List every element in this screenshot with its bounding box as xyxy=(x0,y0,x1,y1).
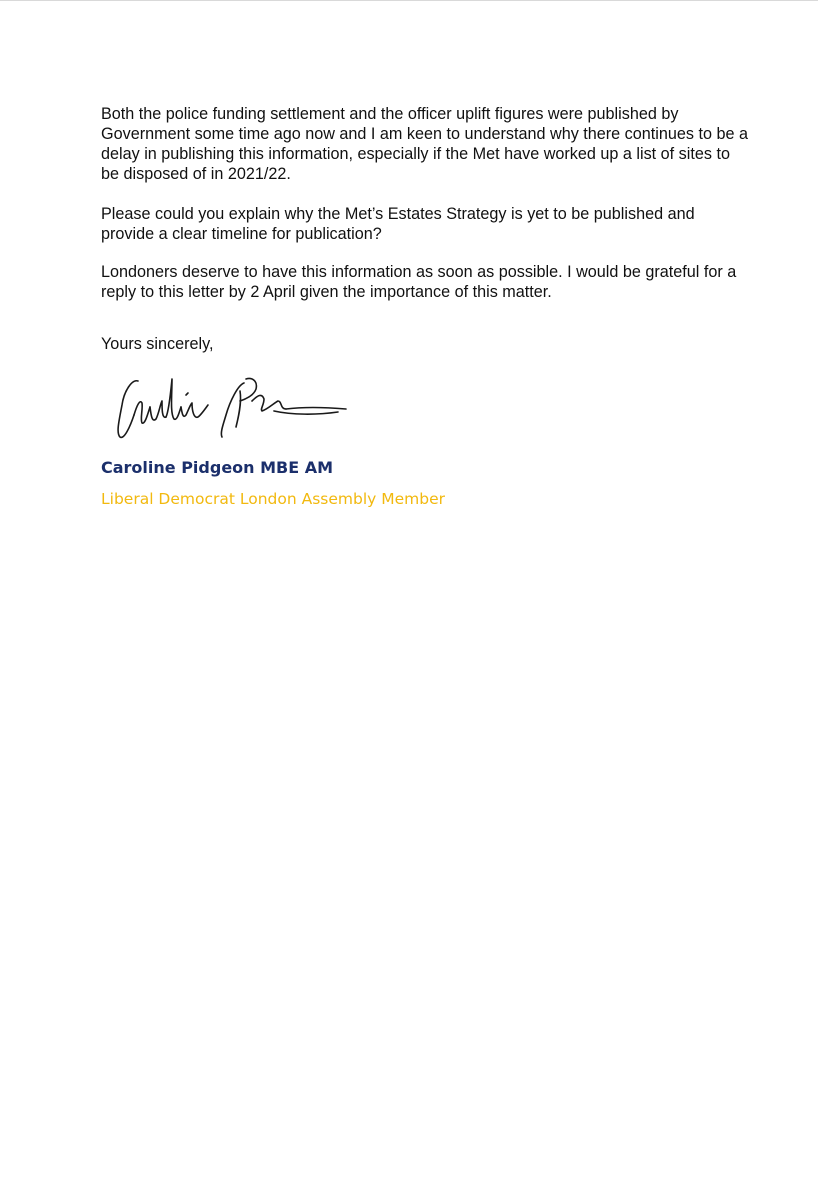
handwritten-signature xyxy=(112,365,352,445)
paragraph-reply-deadline: Londoners deserve to have this information as soon as possible. I would be grateful for a reply to this letter by 2 April given the importance of this matter. xyxy=(101,263,737,301)
page-top-edge xyxy=(0,0,818,1)
signatory-role: Liberal Democrat London Assembly Member xyxy=(101,490,446,508)
closing-salutation: Yours sincerely, xyxy=(101,335,214,353)
signatory-name: Caroline Pidgeon MBE AM xyxy=(101,458,334,477)
paragraph-estates-strategy-request: Please could you explain why the Met’s Estates Strategy is yet to be published and provide a clear timeline for publication? xyxy=(101,205,695,243)
paragraph-publication-delay: Both the police funding settlement and the officer uplift figures were published by Government some time ago now and I am keen to understand why there continues to be a delay in publishing this information, especially if the Met have worked up a list of sites to be disposed of in 2021/22. xyxy=(101,105,748,183)
